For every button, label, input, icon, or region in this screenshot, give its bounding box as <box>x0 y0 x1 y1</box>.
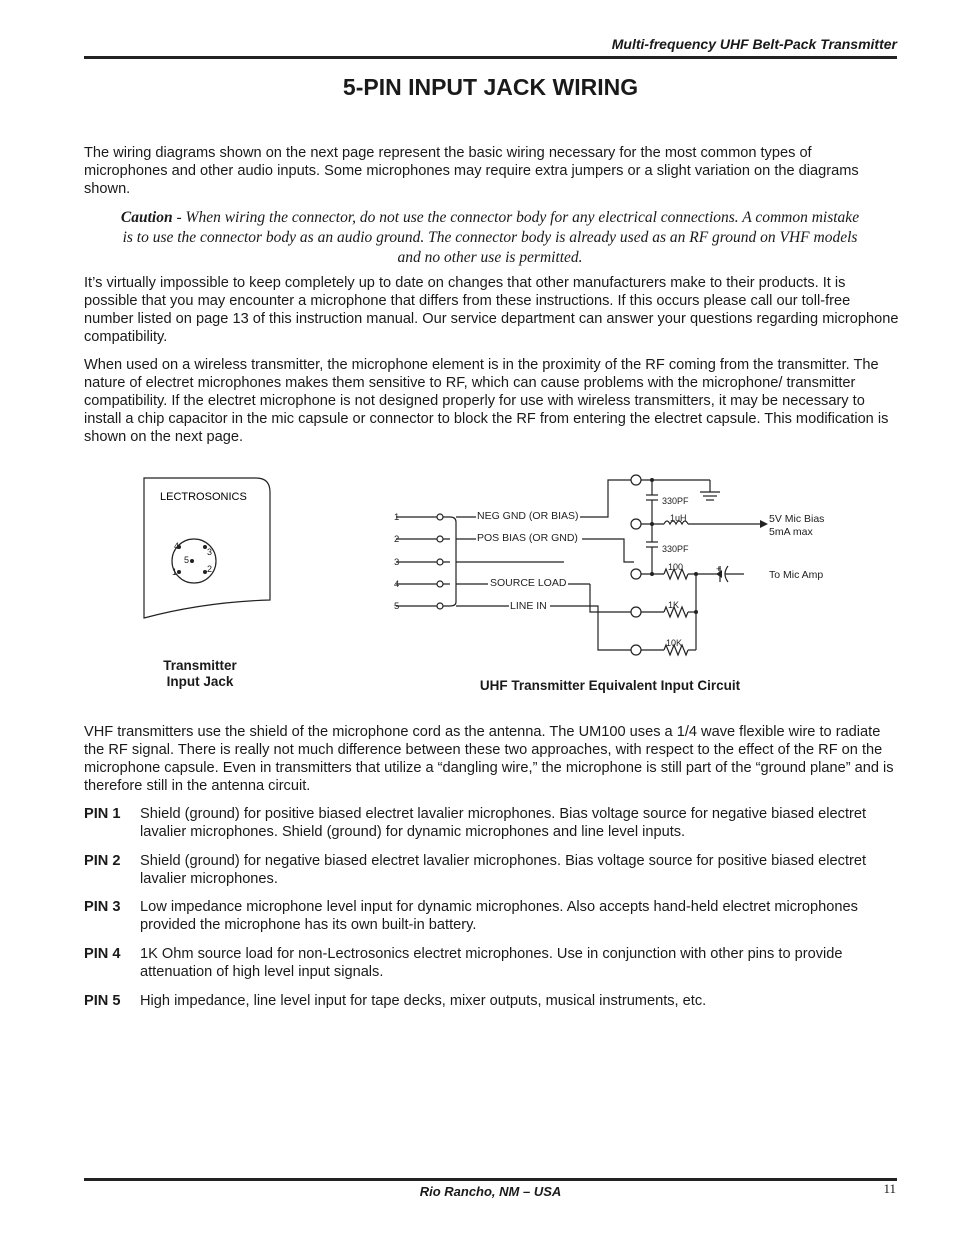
caution-note <box>120 208 860 268</box>
vhf-paragraph: VHF transmitters use the shield of the microphone cord as the antenna. The UM100 uses a 1/4 wave flexible wire to radiate the RF signal. There is really not much difference between these two approaches, with respect to the effect of the RF on the microphone capsule. Even in transmitters that utilize a “dangling wire,” the microphone is still part of the “ground plane” and is therefore still in the antenna circuit. <box>84 724 894 794</box>
pin-label: PIN 2 <box>84 853 121 869</box>
intro-paragraph: The wiring diagrams shown on the next page represent the basic wiring necessary for the most common types of microphones and other audio inputs. Some microphones may require extra jumpers or a slight variation on the diagrams shown. <box>84 145 859 197</box>
bias-label: 5V Mic Bias <box>769 513 825 525</box>
cap1-label: 330PF <box>662 496 689 506</box>
jack-caption <box>130 658 270 690</box>
pin-label: PIN 4 <box>84 946 121 962</box>
pin-number: 4 <box>394 579 400 590</box>
pin-label: PIN 3 <box>84 899 121 915</box>
wire-label-source-load: SOURCE LOAD <box>490 577 567 589</box>
inductor-label: 1uH <box>670 513 687 523</box>
jack-pin-label: 4 <box>174 541 180 551</box>
jack-pin-label: 3 <box>207 547 213 557</box>
footer-rule <box>84 1178 897 1181</box>
pin-text: Shield (ground) for negative biased electret lavalier microphones. Bias voltage source for positive biased electret lavalier microphones. <box>140 853 867 887</box>
wire-label-pos-bias: POS BIAS (OR GND) <box>477 532 578 544</box>
circuit-caption: UHF Transmitter Equivalent Input Circuit <box>479 678 741 693</box>
pin-text: High impedance, line level input for tape decks, mixer outputs, musical instruments, etc. <box>140 993 707 1009</box>
bias-limit-label: 5mA max <box>769 526 813 538</box>
caution-label: Caution <box>120 209 173 226</box>
wire-label-neg-gnd: NEG GND (OR BIAS) <box>477 510 579 522</box>
pin-text: Low impedance microphone level input for dynamic microphones. Also accepts hand-held electret microphones provided the microphone has its own built-in battery. <box>140 899 858 933</box>
mic-amp-label: To Mic Amp <box>769 569 824 581</box>
pin-number: 5 <box>394 601 400 612</box>
pin-number: 2 <box>394 534 400 545</box>
pin-label: PIN 1 <box>84 806 121 822</box>
pin-number: 3 <box>394 557 400 568</box>
running-header: Multi-frequency UHF Belt-Pack Transmitter <box>611 36 897 52</box>
wire-label-line-in: LINE IN <box>510 600 547 612</box>
pin-number: 1 <box>394 512 400 523</box>
r100-label: 100 <box>668 562 684 572</box>
pin-label: PIN 5 <box>84 993 121 1009</box>
header-rule <box>84 56 897 59</box>
compatibility-paragraph: It’s virtually impossible to keep completely up to date on changes that other manufacturers make to their products. It is possible that you may encounter a microphone that differs from these instructions. If this occurs please call our toll-free number listed on page 13 of this instruction manual. Our service department can answer your questions regarding microphone compatibility. <box>84 275 899 345</box>
page-title: 5-PIN INPUT JACK WIRING <box>342 74 639 100</box>
r1k-label: 1K <box>668 600 680 610</box>
page-number: 11 <box>883 1181 896 1196</box>
jack-pin-label: 1 <box>172 567 178 577</box>
rf-paragraph: When used on a wireless transmitter, the microphone element is in the proximity of the RF coming from the transmitter. The nature of electret microphones makes them sensitive to RF, which can cause problems with the microphone/ transmitter compatibility. If the electret microphone is not designed properly for use with wireless transmitters, it may be necessary to install a chip capacitor in the mic capsule or connector to block the RF from entering the electret capsule. This modification is shown on the next page. <box>84 357 889 445</box>
cap2-label: 330PF <box>662 544 689 554</box>
jack-pin-label: 2 <box>207 564 213 574</box>
pin-text: 1K Ohm source load for non-Lectrosonics electret microphones. Use in conjunction with other pins to provide attenuation of high level input signals. <box>140 946 843 980</box>
polarity-plus: + <box>716 564 722 574</box>
caution-text: - When wiring the connector, do not use the connector body for any electrical connections. A common mistake is to use the connector body as an audio ground. The connector body is already used as an RF ground on VHF models and no other use is permitted. <box>122 209 860 266</box>
jack-caption-line2: Input Jack <box>166 674 234 689</box>
r10k-label: 10K <box>666 638 683 648</box>
jack-pin-label: 5 <box>184 555 190 565</box>
pin-text: Shield (ground) for positive biased electret lavalier microphones. Bias voltage source for negative biased electret lavalier microphones. Shield (ground) for dynamic microphones and line level inputs. <box>140 806 867 840</box>
jack-brand: LECTROSONICS <box>160 491 247 503</box>
footer-location: Rio Rancho, NM – USA <box>419 1184 562 1199</box>
jack-caption-line1: Transmitter <box>163 658 237 673</box>
